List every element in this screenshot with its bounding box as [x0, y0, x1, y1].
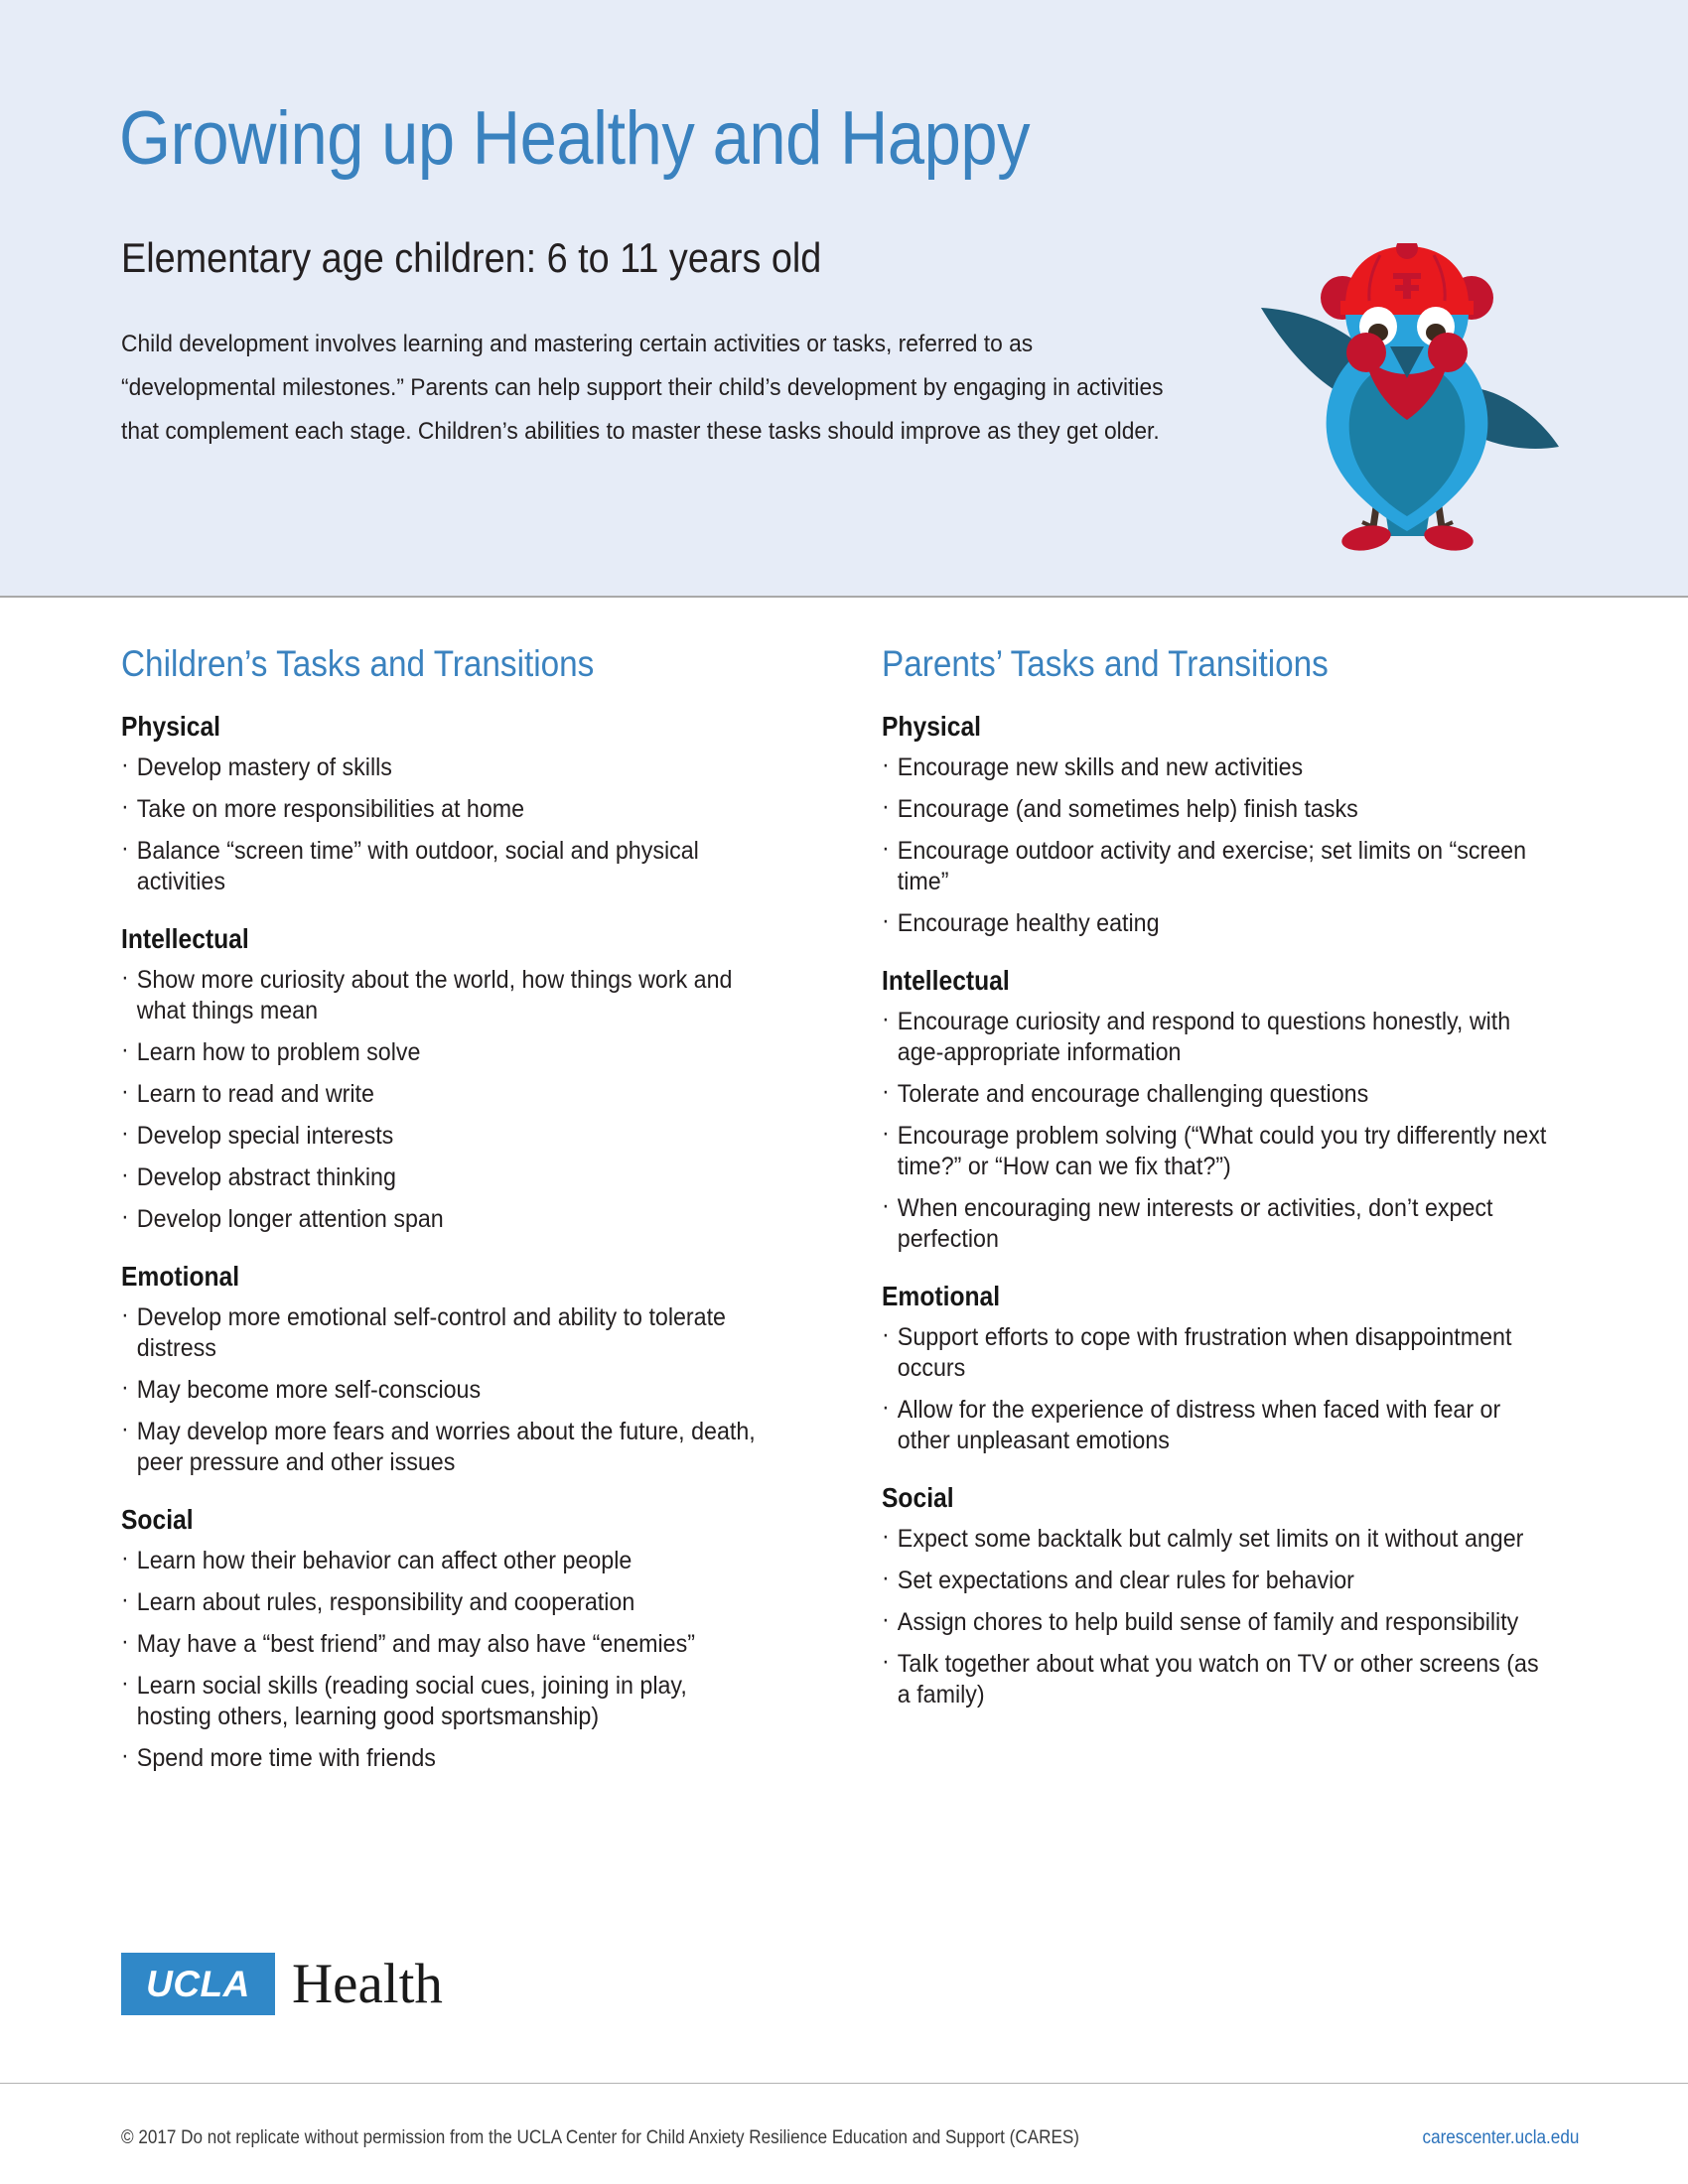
- section-social: [121, 1504, 816, 1774]
- section-social: [882, 1482, 1597, 1710]
- ucla-wordmark: UCLA: [146, 1963, 250, 2004]
- section-heading: Intellectual: [121, 923, 249, 954]
- ucla-logo-box: [121, 1953, 275, 2015]
- bullet-list: [121, 1546, 816, 1774]
- section-heading: Social: [882, 1482, 954, 1513]
- bullet-list: [882, 1007, 1597, 1255]
- children-column: [121, 643, 816, 1800]
- section-heading: Physical: [882, 711, 982, 742]
- ucla-health-logo: [121, 1953, 443, 2015]
- page-title: Growing up Healthy and Happy: [119, 96, 1031, 181]
- health-wordmark: Health: [292, 1953, 443, 2015]
- list-item: · Talk together about what you watch on TV or other screens (as a family): [882, 1649, 1547, 1710]
- bullet-list: [882, 1524, 1597, 1710]
- list-item: · Learn social skills (reading social cues, joining in play, hosting others, learning good sportsmanship): [121, 1671, 768, 1732]
- bullet-list: [121, 1302, 816, 1478]
- list-item: · Develop longer attention span: [121, 1204, 768, 1235]
- list-item: · Encourage outdoor activity and exercise; set limits on “screen time”: [882, 836, 1547, 897]
- website-link[interactable]: carescenter.ucla.edu: [1422, 2127, 1579, 2148]
- list-item: · May develop more fears and worries about the future, death, peer pressure and other issues: [121, 1417, 768, 1478]
- list-item: · Take on more responsibilities at home: [121, 794, 768, 825]
- list-item: · Encourage new skills and new activities: [882, 752, 1547, 783]
- section-heading: Emotional: [121, 1261, 240, 1292]
- list-item: · Learn how their behavior can affect other people: [121, 1546, 768, 1576]
- list-item: · When encouraging new interests or activities, don’t expect perfection: [882, 1193, 1547, 1255]
- list-item: · Balance “screen time” with outdoor, social and physical activities: [121, 836, 768, 897]
- header-band: [0, 0, 1688, 598]
- section-heading: Physical: [121, 711, 221, 742]
- list-item: · Spend more time with friends: [121, 1743, 768, 1774]
- list-item: · Tolerate and encourage challenging questions: [882, 1079, 1547, 1110]
- parents-column: [882, 643, 1597, 1736]
- bird-mascot-icon: [1231, 243, 1579, 571]
- list-item: · Develop special interests: [121, 1121, 768, 1152]
- list-item: · Develop abstract thinking: [121, 1162, 768, 1193]
- list-item: · Learn how to problem solve: [121, 1037, 768, 1068]
- bullet-list: [121, 965, 816, 1235]
- section-heading: Intellectual: [882, 965, 1010, 996]
- list-item: · Encourage healthy eating: [882, 908, 1547, 939]
- list-item: · Encourage curiosity and respond to questions honestly, with age-appropriate information: [882, 1007, 1547, 1068]
- footer-divider: [0, 2083, 1688, 2084]
- section-physical: [882, 711, 1597, 939]
- bullet-list: [882, 752, 1597, 939]
- list-item: · May become more self-conscious: [121, 1375, 768, 1406]
- section-emotional: [121, 1261, 816, 1478]
- list-item: · Show more curiosity about the world, how things work and what things mean: [121, 965, 768, 1026]
- bullet-list: [882, 1322, 1597, 1456]
- list-item: · May have a “best friend” and may also have “enemies”: [121, 1629, 768, 1660]
- list-item: · Develop mastery of skills: [121, 752, 768, 783]
- list-item: · Encourage (and sometimes help) finish tasks: [882, 794, 1547, 825]
- page-subtitle: Elementary age children: 6 to 11 years old: [121, 234, 822, 281]
- section-physical: [121, 711, 816, 897]
- list-item: · Set expectations and clear rules for behavior: [882, 1566, 1547, 1596]
- list-item: · Assign chores to help build sense of family and responsibility: [882, 1607, 1547, 1638]
- list-item: · Learn to read and write: [121, 1079, 768, 1110]
- section-heading: Social: [121, 1504, 194, 1535]
- list-item: · Encourage problem solving (“What could you try differently next time?” or “How can we fix that?”): [882, 1121, 1547, 1182]
- column-title: Children’s Tasks and Transitions: [121, 643, 595, 684]
- list-item: · Learn about rules, responsibility and cooperation: [121, 1587, 768, 1618]
- section-heading: Emotional: [882, 1281, 1001, 1311]
- bullet-list: [121, 752, 816, 897]
- column-title: Parents’ Tasks and Transitions: [882, 643, 1329, 684]
- section-emotional: [882, 1281, 1597, 1456]
- list-item: · Develop more emotional self-control and ability to tolerate distress: [121, 1302, 768, 1364]
- section-intellectual: [121, 923, 816, 1235]
- list-item: · Expect some backtalk but calmly set limits on it without anger: [882, 1524, 1547, 1555]
- list-item: · Allow for the experience of distress when faced with fear or other unpleasant emotions: [882, 1395, 1547, 1456]
- section-intellectual: [882, 965, 1597, 1255]
- copyright-notice: © 2017 Do not replicate without permission from the UCLA Center for Child Anxiety Resilience Education and Support (CARES): [121, 2127, 1079, 2148]
- list-item: · Support efforts to cope with frustration when disappointment occurs: [882, 1322, 1547, 1384]
- intro-paragraph: Child development involves learning and mastering certain activities or tasks, referred to as “developmental milestones.” Parents can help support their child’s development by engaging in activities that complement each stage. Children’s abilities to master these tasks should improve as they get older.: [121, 331, 1164, 445]
